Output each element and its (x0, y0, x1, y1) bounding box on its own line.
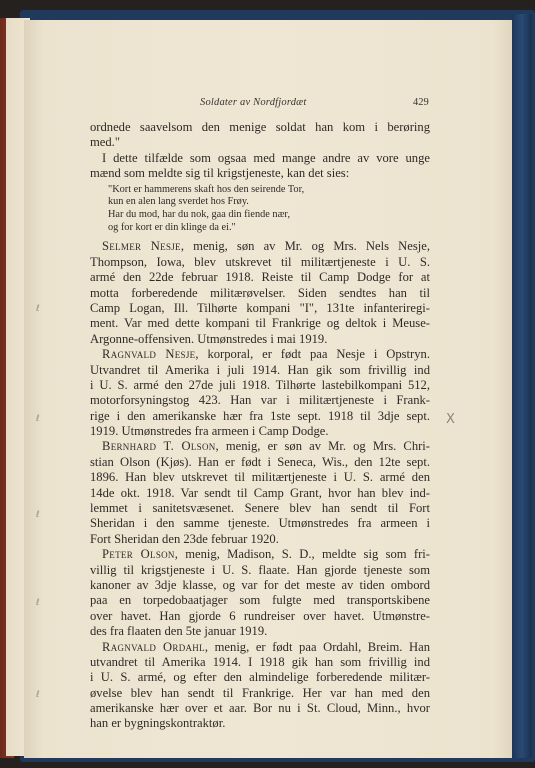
text-line: motorforsyningstog 423. Han var i militærtjeneste i Frank- (90, 393, 430, 408)
text-line: øvelse blev han sendt til Frankrige. Her var han med den (90, 685, 430, 700)
text-line: I dette tilfælde som ogsaa med mange andre av vore unge (102, 150, 430, 165)
text-line: amerikanske hær over et aar. Bor nu i St. Cloud, Minn., hvor (90, 701, 430, 716)
text-line: Bernhard T. Olson, menig, er søn av Mr. og Mrs. Chri- (102, 439, 430, 454)
text-line: med." (90, 135, 120, 150)
intro-paragraph (90, 120, 430, 182)
person-name: Ragnvald Nesje (102, 347, 196, 362)
text-line: i U. S. armé, og efter den almindelige forberedende militær- (90, 670, 430, 685)
text-line: Selmer Nesje, menig, søn av Mr. og Mrs. Nels Nesje, (102, 239, 430, 254)
pencil-margin-mark: X (446, 412, 455, 427)
poem-line: "Kort er hammerens skaft hos den seirende Tor, (108, 183, 305, 195)
person-name: Peter Olson (102, 547, 175, 562)
binding-hole: ℓ (36, 510, 40, 520)
text-line: i U. S. armé den 27de juli 1918. Tilhørte lastebilkompani 512, (90, 377, 430, 392)
text-line: 1896. Han blev utskrevet til militærtjeneste i U. S. armé den (90, 470, 430, 485)
text-line: mænd som meldte sig til krigstjeneste, kan det sies: (90, 166, 350, 181)
text-line: rige i den amerikanske hær fra 1ste sept. 1918 til 3dje sept. (90, 408, 430, 423)
entry-selmer-nesje (90, 239, 430, 347)
text-line: paa en torpedobaatjager som fulgte med transportskibene (90, 593, 430, 608)
poem-quote (108, 184, 430, 235)
binding-hole: ℓ (36, 690, 40, 700)
text-line: over havet. Han gjorde 6 rundreiser over havet. Utmønstre- (90, 608, 430, 623)
entry-ragnvald-nesje (90, 347, 430, 439)
text-line: han er bygningskontraktør. (90, 716, 226, 731)
binding-hole: ℓ (36, 304, 40, 314)
running-head: Soldater av Nordfjordæt (200, 97, 307, 108)
text-line: Argonne-offensiven. Utmønstredes i mai 1919. (90, 331, 328, 346)
text-line: 1919. Utmønstredes fra armeen i Camp Dodge. (90, 424, 329, 439)
text-line: Ragnvald Nesje, korporal, er født paa Nesje i Opstryn. (102, 347, 430, 362)
person-name: Selmer Nesje (102, 239, 181, 254)
binding-hole: ℓ (36, 414, 40, 424)
poem-line: og for kort er din klinge da ei." (108, 221, 236, 233)
text-line: Thompson, Iowa, blev utskrevet til militærtjeneste i U. S. (90, 254, 430, 269)
text-line: Fort Sheridan den 23de februar 1920. (90, 531, 279, 546)
text-line: utvandret til Amerika 1914. I 1918 gik han som frivillig ind (90, 654, 430, 669)
entry-ragnvald-ordahl (90, 640, 430, 732)
text-line: 14de okt. 1918. Var sendt til Camp Grant, hvor han blev ind- (90, 485, 430, 500)
entry-peter-olson (90, 547, 430, 639)
person-name: Bernhard T. Olson (102, 439, 216, 454)
poem-line: Har du mod, har du nok, gaa din fiende nær, (108, 208, 291, 220)
text-line: ordnede saavelsom den menige soldat han kom i berøring (90, 120, 430, 134)
person-name: Ragnvald Ordahl (102, 639, 205, 654)
binding-hole: ℓ (36, 598, 40, 608)
text-line: Utvandret til Amerika i juli 1914. Han gik som frivillig ind (90, 362, 430, 377)
text-line: kanoner av 3dje klasse, og var for det meste av tiden ombord (90, 577, 430, 592)
text-line: lemmet i sanitetsvæsenet. Senere blev han sendt til Fort (90, 501, 430, 516)
text-line: Peter Olson, menig, Madison, S. D., meldte sig som fri- (102, 547, 430, 562)
text-line: Camp Logan, Ill. Tilhørte kompani "I", 131te infanteriregi- (90, 300, 430, 315)
text-line: Ragnvald Ordahl, menig, er født paa Ordahl, Breim. Han (102, 639, 430, 654)
entry-bernhard-olson (90, 439, 430, 547)
text-line: des fra flaaten den 5te januar 1919. (90, 624, 268, 639)
page-text (90, 120, 430, 732)
poem-line: kun en alen lang sverdet hos Frøy. (108, 196, 249, 208)
text-line: stian Olson (Kjøs). Han er født i Seneca, Wis., den 12te sept. (90, 454, 430, 469)
text-line: Sheridan i den samme tjeneste. Utmønstredes fra armeen i (90, 516, 430, 531)
text-line: ment. Var med dette kompani til Frankrige og deltok i Meuse- (90, 316, 430, 331)
page-number: 429 (413, 97, 429, 108)
text-line: villig til krigstjeneste i U. S. flaate. Han gjorde tjeneste som (90, 562, 430, 577)
cover-edge (512, 14, 532, 758)
text-line: armé den 22de februar 1918. Reiste til Camp Dodge for at (90, 270, 430, 285)
text-line: motta forberedende militærøvelser. Siden sendtes han til (90, 285, 430, 300)
